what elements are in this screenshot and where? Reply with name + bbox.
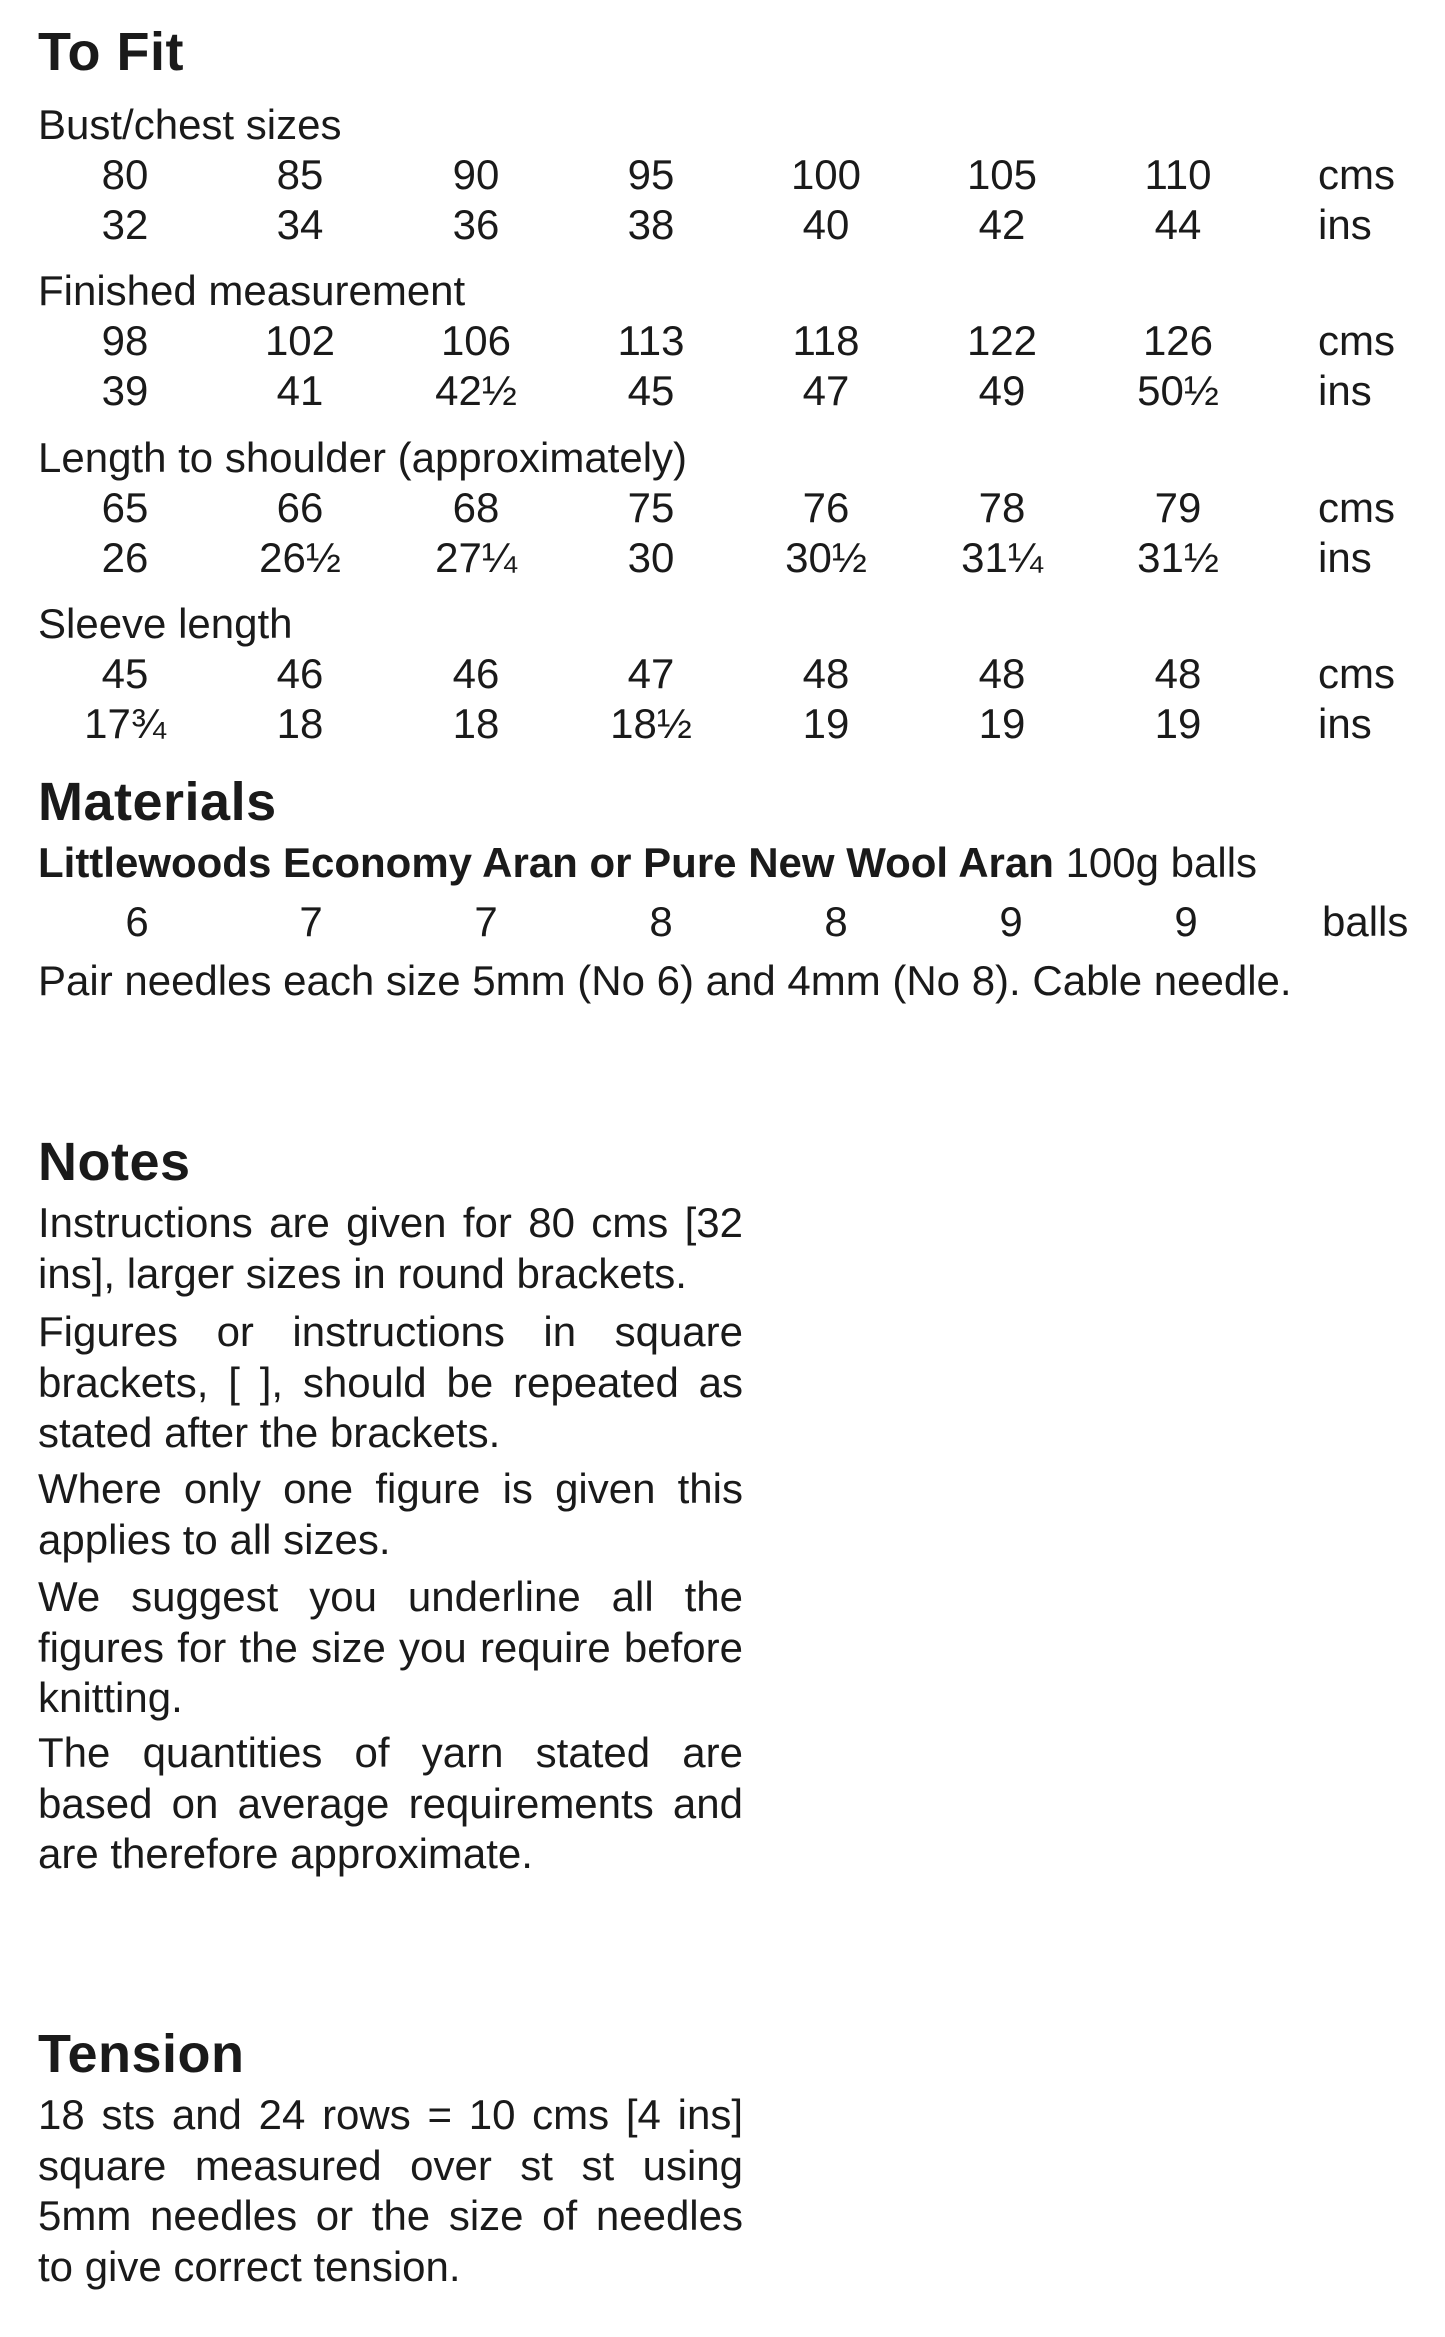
ball-count: 8	[824, 898, 848, 945]
sleeve-cms-row	[0, 649, 1445, 699]
size-value: 42	[978, 201, 1026, 248]
unit-cms: cms	[1318, 317, 1395, 364]
bust-cms-row	[0, 150, 1445, 200]
unit-cms: cms	[1318, 484, 1395, 531]
size-value: 95	[627, 151, 675, 198]
size-value: 80	[101, 151, 149, 198]
size-value: 18	[452, 700, 500, 747]
size-value: 126	[1142, 317, 1214, 364]
ball-count: 7	[474, 898, 498, 945]
size-value: 19	[1154, 700, 1202, 747]
size-value: 41	[276, 367, 324, 414]
size-value: 48	[978, 650, 1026, 697]
unit-ins: ins	[1318, 700, 1372, 747]
size-value: 27¼	[435, 534, 517, 581]
ball-count: 8	[649, 898, 673, 945]
size-value: 36	[452, 201, 500, 248]
finished-ins-row	[0, 366, 1445, 416]
length-label: Length to shoulder (approximately)	[38, 434, 688, 481]
ball-count: 9	[999, 898, 1023, 945]
unit-cms: cms	[1318, 151, 1395, 198]
finished-label: Finished measurement	[38, 267, 466, 314]
notes-paragraph: Where only one figure is given this applies to all sizes.	[38, 1465, 743, 1563]
balls-unit: balls	[1322, 898, 1409, 945]
length-ins-row	[0, 533, 1445, 583]
sleeve-ins-row	[0, 699, 1445, 749]
yarn-line	[38, 838, 1418, 888]
size-value: 19	[978, 700, 1026, 747]
tension-paragraph: 18 sts and 24 rows = 10 cms [4 ins] square measured over st st using 5mm needles or the size of needles to give correct tension.	[38, 2091, 743, 2290]
bust-ins-row	[0, 200, 1445, 250]
size-value: 68	[452, 484, 500, 531]
size-value: 32	[101, 201, 149, 248]
size-value: 31¼	[961, 534, 1043, 581]
size-value: 110	[1144, 151, 1212, 198]
size-value: 45	[101, 650, 149, 697]
notes-paragraph: Figures or instructions in square brackets, [ ], should be repeated as stated after the brackets.	[38, 1308, 743, 1456]
size-value: 75	[627, 484, 675, 531]
notes-paragraph: Instructions are given for 80 cms [32 ins], larger sizes in round brackets.	[38, 1199, 743, 1297]
unit-ins: ins	[1318, 201, 1372, 248]
size-value: 78	[978, 484, 1026, 531]
size-value: 31½	[1137, 534, 1219, 581]
ball-count: 9	[1174, 898, 1198, 945]
needles-line: Pair needles each size 5mm (No 6) and 4mm (No 8). Cable needle.	[38, 957, 1292, 1004]
unit-cms: cms	[1318, 650, 1395, 697]
to-fit-heading: To Fit	[38, 22, 184, 82]
materials-heading: Materials	[38, 772, 277, 832]
ball-count: 7	[299, 898, 323, 945]
finished-cms-row	[0, 316, 1445, 366]
bust-label: Bust/chest sizes	[38, 101, 342, 148]
size-value: 106	[440, 317, 512, 364]
size-value: 98	[101, 317, 149, 364]
size-value: 48	[1154, 650, 1202, 697]
size-value: 18½	[610, 700, 692, 747]
size-value: 30	[627, 534, 675, 581]
ball-count: 6	[125, 898, 149, 945]
size-value: 34	[276, 201, 324, 248]
balls-row	[0, 897, 1445, 947]
size-value: 66	[276, 484, 324, 531]
size-value: 49	[978, 367, 1026, 414]
size-value: 48	[802, 650, 850, 697]
size-value: 18	[276, 700, 324, 747]
notes-paragraph: We suggest you underline all the figures for the size you require before knitting.	[38, 1573, 743, 1721]
size-value: 40	[802, 201, 850, 248]
yarn-ball-weight: 100g balls	[1065, 839, 1258, 886]
size-value: 90	[452, 151, 500, 198]
sleeve-label: Sleeve length	[38, 600, 293, 647]
size-value: 118	[792, 317, 860, 364]
unit-ins: ins	[1318, 367, 1372, 414]
size-value: 45	[627, 367, 675, 414]
tension-heading: Tension	[38, 2024, 245, 2084]
size-value: 122	[966, 317, 1038, 364]
size-value: 113	[617, 317, 685, 364]
size-value: 17¾	[84, 700, 166, 747]
size-value: 39	[101, 367, 149, 414]
notes-paragraph: The quantities of yarn stated are based on average requirements and are therefore approximate.	[38, 1729, 743, 1877]
size-value: 26½	[259, 534, 341, 581]
size-value: 30½	[785, 534, 867, 581]
size-value: 26	[101, 534, 149, 581]
size-value: 100	[790, 151, 862, 198]
size-value: 65	[101, 484, 149, 531]
size-value: 47	[802, 367, 850, 414]
size-value: 76	[802, 484, 850, 531]
size-value: 79	[1154, 484, 1202, 531]
unit-ins: ins	[1318, 534, 1372, 581]
size-value: 85	[276, 151, 324, 198]
size-value: 50½	[1137, 367, 1219, 414]
size-value: 42½	[435, 367, 517, 414]
size-value: 19	[802, 700, 850, 747]
size-value: 47	[627, 650, 675, 697]
size-value: 38	[627, 201, 675, 248]
length-cms-row	[0, 483, 1445, 533]
size-value: 105	[966, 151, 1038, 198]
size-value: 46	[276, 650, 324, 697]
notes-heading: Notes	[38, 1132, 191, 1192]
yarn-name: Littlewoods Economy Aran or Pure New Wool Aran	[38, 839, 1054, 886]
size-value: 46	[452, 650, 500, 697]
size-value: 102	[264, 317, 336, 364]
size-value: 44	[1154, 201, 1202, 248]
